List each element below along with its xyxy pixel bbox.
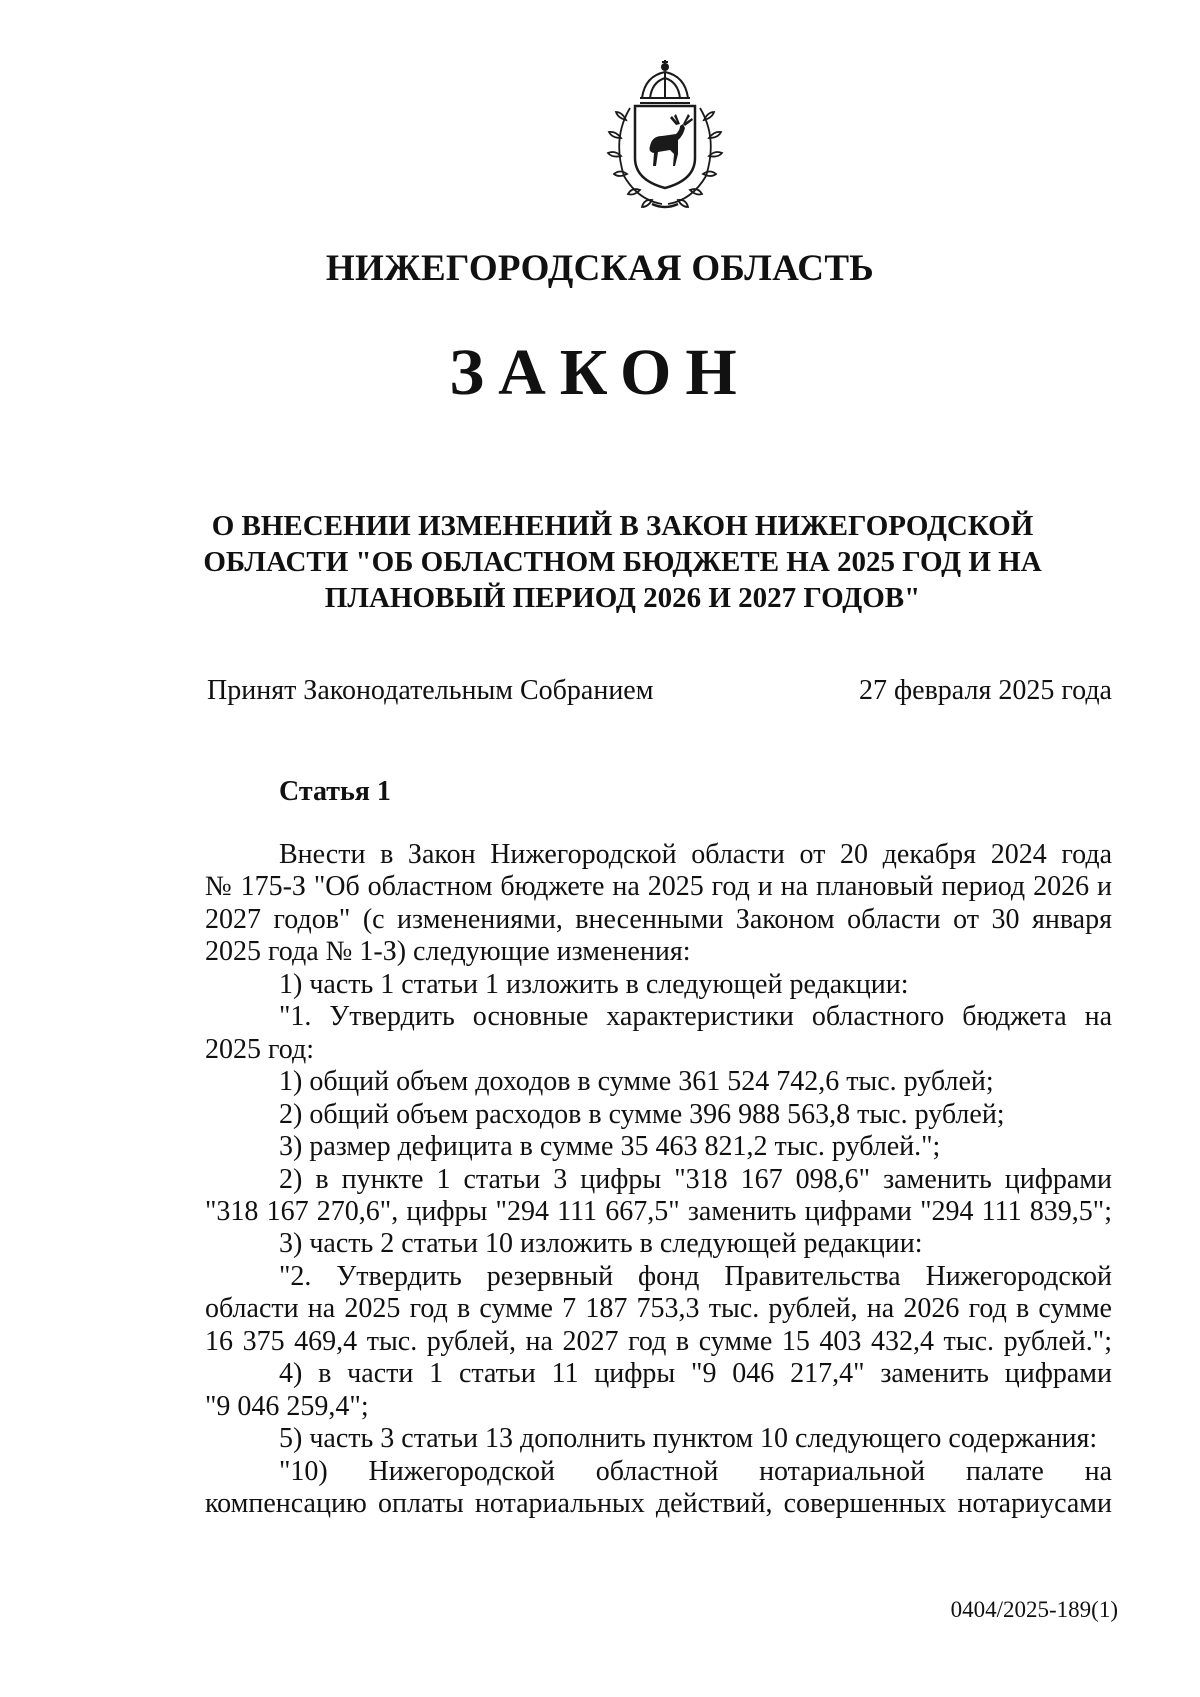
region-name: НИЖЕГОРОДСКАЯ ОБЛАСТЬ bbox=[325, 248, 875, 289]
coat-of-arms-emblem-icon bbox=[590, 58, 740, 213]
text-line: области на 2025 год в сумме 7 187 753,3 тыс. рублей, на 2026 год в сумме bbox=[205, 1293, 1112, 1325]
text-line: "318 167 270,6", цифры "294 111 667,5" заменить цифрами "294 111 839,5"; bbox=[205, 1195, 1112, 1227]
article-body bbox=[205, 839, 1112, 1521]
text-line: "1. Утвердить основные характеристики областного бюджета на bbox=[279, 1001, 1112, 1033]
text-line: компенсацию оплаты нотариальных действий, совершенных нотариусами bbox=[205, 1488, 1112, 1520]
text-line: 2) общий объем расходов в сумме 396 988 563,8 тыс. рублей; bbox=[279, 1098, 1005, 1130]
law-title-line: О ВНЕСЕНИИ ИЗМЕНЕНИЙ В ЗАКОН НИЖЕГОРОДСКОЙ bbox=[211, 510, 1034, 542]
text-line: "2. Утвердить резервный фонд Правительства Нижегородской bbox=[279, 1260, 1112, 1292]
document-code: 0404/2025-189(1) bbox=[950, 1597, 1118, 1622]
law-title bbox=[190, 508, 1055, 616]
document-type: ЗАКОН bbox=[449, 336, 751, 409]
text-line: 1) часть 1 статьи 1 изложить в следующей редакции: bbox=[279, 968, 909, 1000]
law-title-line: ПЛАНОВЫЙ ПЕРИОД 2026 И 2027 ГОДОВ" bbox=[324, 582, 921, 614]
adoption-date: 27 февраля 2025 года bbox=[859, 675, 1112, 706]
text-line: "9 046 259,4"; bbox=[205, 1390, 369, 1422]
text-line: 2025 года № 1-З) следующие изменения: bbox=[205, 936, 691, 968]
text-line: 2025 год: bbox=[205, 1033, 315, 1065]
adopted-by: Принят Законодательным Собранием bbox=[207, 675, 654, 706]
law-title-line: ОБЛАСТИ "ОБ ОБЛАСТНОМ БЮДЖЕТЕ НА 2025 ГОД И НА bbox=[203, 546, 1042, 578]
text-line: Внести в Закон Нижегородской области от 20 декабря 2024 года bbox=[279, 839, 1112, 870]
text-line: 16 375 469,4 тыс. рублей, на 2027 год в сумме 15 403 432,4 тыс. рублей."; bbox=[205, 1325, 1112, 1357]
text-line: № 175-З "Об областном бюджете на 2025 год и на плановый период 2026 и bbox=[205, 871, 1112, 903]
text-line: 5) часть 3 статьи 13 дополнить пунктом 10 следующего содержания: bbox=[279, 1423, 1098, 1455]
text-line: 4) в части 1 статьи 11 цифры "9 046 217,4" заменить цифрами bbox=[279, 1358, 1112, 1390]
text-line: 2) в пункте 1 статьи 3 цифры "318 167 098,6" заменить цифрами bbox=[279, 1163, 1112, 1195]
text-line: "10) Нижегородской областной нотариальной палате на bbox=[279, 1455, 1112, 1487]
article-heading: Статья 1 bbox=[279, 776, 391, 807]
text-line: 2027 годов" (с изменениями, внесенными Законом области от 30 января bbox=[205, 903, 1112, 935]
text-line: 1) общий объем доходов в сумме 361 524 742,6 тыс. рублей; bbox=[279, 1066, 994, 1098]
text-line: 3) размер дефицита в сумме 35 463 821,2 тыс. рублей."; bbox=[279, 1131, 941, 1163]
text-line: 3) часть 2 статьи 10 изложить в следующей редакции: bbox=[279, 1228, 923, 1260]
